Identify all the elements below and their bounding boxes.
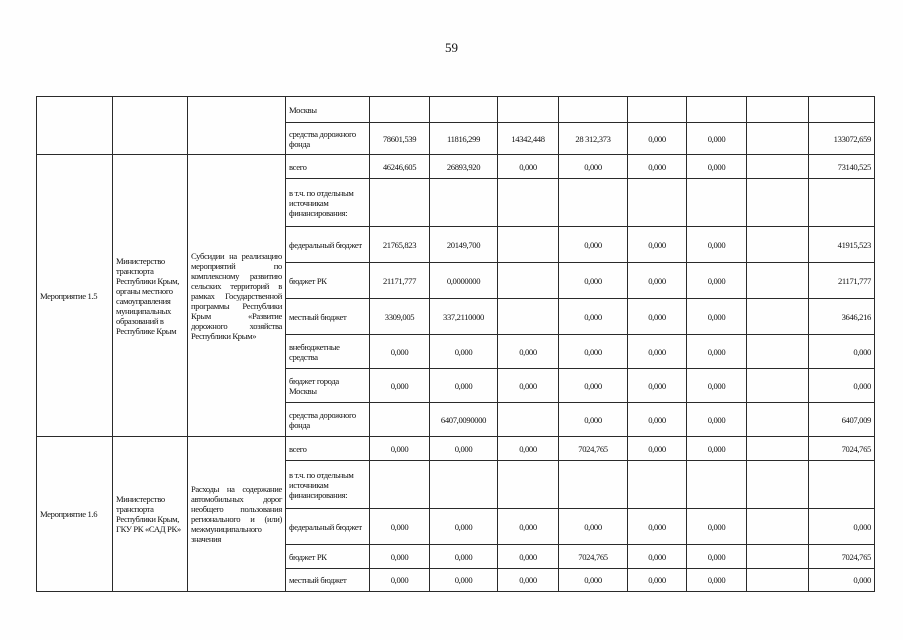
value-cell: 0,000 [559, 569, 628, 592]
value-cell: 21765,823 [370, 227, 430, 263]
table-row [37, 97, 875, 123]
value-cell: 0,000 [559, 509, 628, 545]
value-cell: 3646,216 [809, 299, 875, 335]
value-cell [747, 97, 809, 123]
value-cell: 0,000 [809, 509, 875, 545]
value-cell [747, 369, 809, 403]
value-cell: 26893,920 [430, 155, 498, 179]
value-cell [747, 263, 809, 299]
value-cell: 0,000 [430, 369, 498, 403]
value-cell: 0,000 [498, 155, 559, 179]
funding-source: в т.ч. по отдельным источникам финансирования: [286, 461, 370, 509]
value-cell: 0,000 [628, 437, 687, 461]
value-cell: 46246,605 [370, 155, 430, 179]
value-cell: 0,000 [498, 437, 559, 461]
value-cell: 337,2110000 [430, 299, 498, 335]
measure-description: Расходы на содержание автомобильных дорог необщего пользования регионального и (или) межмуниципального значения [188, 437, 286, 592]
value-cell [498, 461, 559, 509]
value-cell: 0,000 [628, 227, 687, 263]
value-cell: 0,000 [370, 545, 430, 569]
value-cell: 0,000 [687, 545, 747, 569]
value-cell: 0,000 [628, 155, 687, 179]
value-cell [498, 97, 559, 123]
table-row [37, 155, 875, 179]
value-cell: 0,000 [559, 369, 628, 403]
funding-source: бюджет города Москвы [286, 369, 370, 403]
funding-source: местный бюджет [286, 569, 370, 592]
funding-source: в т.ч. по отдельным источникам финансирования: [286, 179, 370, 227]
funding-source: федеральный бюджет [286, 509, 370, 545]
value-cell [559, 179, 628, 227]
value-cell: 0,000 [687, 369, 747, 403]
value-cell: 0,000 [809, 369, 875, 403]
value-cell: 0,000 [430, 509, 498, 545]
empty-description-cell [188, 97, 286, 155]
value-cell [370, 179, 430, 227]
value-cell [370, 97, 430, 123]
value-cell [498, 263, 559, 299]
value-cell: 0,000 [809, 335, 875, 369]
value-cell: 0,000 [430, 437, 498, 461]
value-cell: 0,000 [687, 335, 747, 369]
value-cell [747, 569, 809, 592]
measure-description: Субсидии на реализацию мероприятий по комплексному развитию сельских территорий в рамках Государственной программы Республики Крым «Развитие дорожного хозяйства Республики Крым» [188, 155, 286, 437]
value-cell [687, 97, 747, 123]
value-cell [747, 509, 809, 545]
value-cell [628, 179, 687, 227]
value-cell: 0,000 [430, 569, 498, 592]
value-cell: 21171,777 [370, 263, 430, 299]
value-cell [498, 179, 559, 227]
measure-name: Мероприятие 1.5 [37, 155, 113, 437]
value-cell: 0,000 [370, 437, 430, 461]
value-cell: 0,000 [370, 509, 430, 545]
value-cell: 0,000 [809, 569, 875, 592]
value-cell: 0,000 [559, 335, 628, 369]
value-cell: 0,000 [628, 335, 687, 369]
value-cell: 6407,009 [809, 403, 875, 437]
value-cell: 41915,523 [809, 227, 875, 263]
value-cell: 73140,525 [809, 155, 875, 179]
value-cell [809, 461, 875, 509]
executor: Министерство транспорта Республики Крым, ГКУ РК «САД РК» [113, 437, 188, 592]
value-cell: 0,0000000 [430, 263, 498, 299]
value-cell [430, 179, 498, 227]
value-cell: 0,000 [370, 369, 430, 403]
value-cell: 0,000 [628, 403, 687, 437]
value-cell: 0,000 [559, 227, 628, 263]
page-number: 59 [445, 40, 458, 55]
value-cell: 0,000 [430, 545, 498, 569]
value-cell: 0,000 [628, 123, 687, 155]
value-cell: 0,000 [687, 155, 747, 179]
value-cell: 78601,539 [370, 123, 430, 155]
value-cell: 3309,005 [370, 299, 430, 335]
value-cell: 0,000 [370, 335, 430, 369]
value-cell: 11816,299 [430, 123, 498, 155]
value-cell: 0,000 [687, 263, 747, 299]
value-cell: 28 312,373 [559, 123, 628, 155]
value-cell: 0,000 [430, 335, 498, 369]
value-cell: 0,000 [628, 545, 687, 569]
value-cell: 0,000 [498, 335, 559, 369]
value-cell: 21171,777 [809, 263, 875, 299]
value-cell: 7024,765 [559, 437, 628, 461]
value-cell: 7024,765 [809, 545, 875, 569]
value-cell [370, 403, 430, 437]
value-cell: 0,000 [687, 299, 747, 335]
value-cell: 0,000 [687, 437, 747, 461]
value-cell [747, 123, 809, 155]
value-cell: 7024,765 [559, 545, 628, 569]
value-cell [747, 299, 809, 335]
value-cell: 0,000 [498, 509, 559, 545]
value-cell: 0,000 [559, 155, 628, 179]
funding-source: бюджет РК [286, 263, 370, 299]
value-cell: 7024,765 [809, 437, 875, 461]
value-cell: 0,000 [498, 569, 559, 592]
value-cell [809, 179, 875, 227]
table-body [37, 97, 875, 592]
value-cell: 0,000 [628, 569, 687, 592]
funding-source: средства дорожного фонда [286, 403, 370, 437]
value-cell [687, 461, 747, 509]
value-cell: 0,000 [687, 509, 747, 545]
value-cell [628, 461, 687, 509]
value-cell [747, 335, 809, 369]
value-cell: 0,000 [559, 403, 628, 437]
value-cell: 0,000 [559, 299, 628, 335]
table-row [37, 437, 875, 461]
value-cell: 0,000 [628, 263, 687, 299]
value-cell [559, 97, 628, 123]
value-cell: 133072,659 [809, 123, 875, 155]
value-cell: 14342,448 [498, 123, 559, 155]
funding-source: средства дорожного фонда [286, 123, 370, 155]
value-cell [747, 403, 809, 437]
value-cell [747, 227, 809, 263]
value-cell: 0,000 [628, 369, 687, 403]
value-cell [747, 545, 809, 569]
value-cell: 20149,700 [430, 227, 498, 263]
funding-source: местный бюджет [286, 299, 370, 335]
value-cell: 0,000 [559, 263, 628, 299]
value-cell: 0,000 [687, 123, 747, 155]
funding-source: всего [286, 437, 370, 461]
value-cell [559, 461, 628, 509]
value-cell [747, 155, 809, 179]
empty-measure-cell [37, 97, 113, 155]
funding-source: всего [286, 155, 370, 179]
budget-table [36, 96, 875, 592]
value-cell [430, 461, 498, 509]
measure-name: Мероприятие 1.6 [37, 437, 113, 592]
value-cell: 0,000 [687, 569, 747, 592]
value-cell [747, 437, 809, 461]
value-cell: 0,000 [687, 227, 747, 263]
value-cell: 0,000 [370, 569, 430, 592]
funding-source: федеральный бюджет [286, 227, 370, 263]
value-cell: 0,000 [687, 403, 747, 437]
value-cell [747, 461, 809, 509]
executor: Министерство транспорта Республики Крым, органы местного самоуправления муниципальных образований в Республике Крым [113, 155, 188, 437]
funding-source: внебюджетные средства [286, 335, 370, 369]
empty-executor-cell [113, 97, 188, 155]
value-cell [370, 461, 430, 509]
value-cell [498, 403, 559, 437]
value-cell [628, 97, 687, 123]
value-cell: 0,000 [498, 545, 559, 569]
value-cell [498, 299, 559, 335]
value-cell [687, 179, 747, 227]
funding-source: Москвы [286, 97, 370, 123]
funding-source: бюджет РК [286, 545, 370, 569]
value-cell: 0,000 [498, 369, 559, 403]
value-cell: 0,000 [628, 509, 687, 545]
value-cell: 0,000 [628, 299, 687, 335]
value-cell: 6407,0090000 [430, 403, 498, 437]
value-cell [430, 97, 498, 123]
value-cell [809, 97, 875, 123]
value-cell [498, 227, 559, 263]
value-cell [747, 179, 809, 227]
